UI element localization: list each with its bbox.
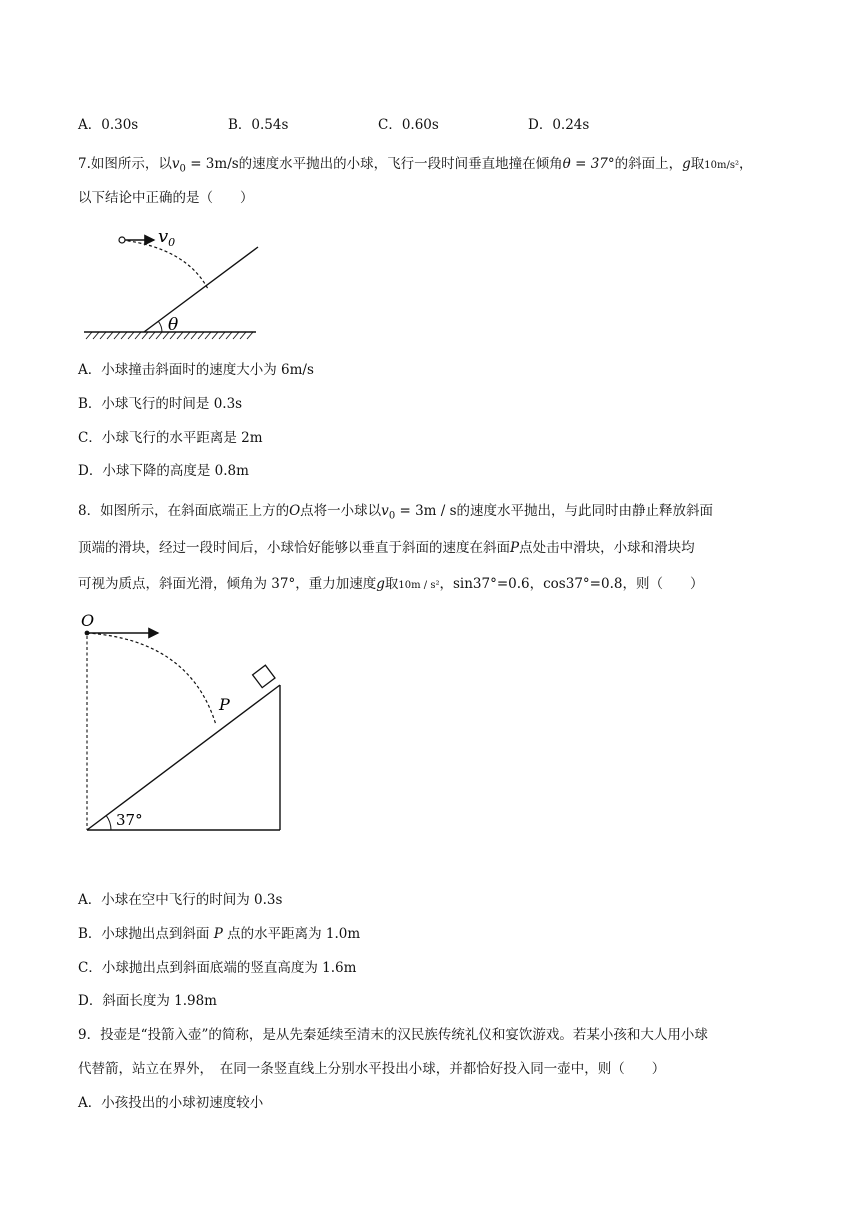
q8-slider-block — [253, 665, 275, 687]
q7-v0-value: = 3m/s — [185, 156, 239, 172]
q7-text: 取 — [690, 156, 705, 172]
q8-option-b-P: P — [213, 926, 223, 942]
q7-stem-line1 — [78, 154, 753, 180]
q6-option-c: C．0.60s — [378, 117, 439, 133]
q8-text: 可视为质点，斜面光滑，倾角为 37°，重力加速度 — [78, 576, 377, 592]
q7-angle-arc — [159, 322, 163, 333]
q8-text: 顶端的滑块，经过一段时间后，小球恰好能够以垂直于斜面的速度在斜面 — [78, 540, 510, 556]
q7-v0-label: $v_0$ — [158, 226, 176, 249]
q8-option-b — [78, 924, 360, 944]
q8-option-b-tail: 点的水平距离为 1.0m — [227, 926, 361, 942]
q8-stem-line3 — [78, 574, 703, 596]
q7-theta-label: θ — [168, 315, 179, 335]
q7-text: 7.如图所示，以 — [78, 156, 172, 172]
q8-incline — [87, 685, 280, 830]
q8-v0-subscript: 0 — [388, 510, 396, 522]
q7-option-a: A．小球撞击斜面时的速度大小为 6m/s — [78, 362, 314, 378]
q8-P-label: P — [219, 695, 230, 714]
q7-ball — [119, 237, 125, 243]
q8-angle-arc — [106, 816, 111, 830]
q8-O-label: O — [81, 611, 95, 630]
q8-text: 点将一小球以 — [300, 503, 382, 519]
q8-trajectory — [87, 633, 216, 725]
q7-option-d: D．小球下降的高度是 0.8m — [78, 463, 249, 479]
q7-g-symbol: g — [682, 156, 691, 172]
q7-option-c: C．小球飞行的水平距离是 2m — [78, 430, 263, 446]
q8-text: 取 — [384, 576, 399, 592]
q7-option-b: B．小球飞行的时间是 0.3s — [78, 396, 243, 412]
q8-g-value: 10m / s² — [398, 580, 440, 591]
q8-figure — [78, 610, 298, 840]
q7-theta-expression: θ = 37° — [562, 156, 615, 172]
q7-trajectory — [122, 240, 208, 289]
q7-v0-subscript: 0 — [179, 163, 186, 175]
q8-text: 的速度水平抛出，与此同时由静止释放斜面 — [456, 503, 714, 519]
q7-text: 的速度水平抛出的小球，飞行一段时间垂直地撞在倾角 — [238, 156, 563, 172]
q8-v0-symbol: v — [381, 503, 389, 519]
q9-stem-line1: 9．投壶是“投箭入壶”的简称，是从先秦延续至清末的汉民族传统礼仪和宴饮游戏。若某小孩和大人用小球 — [78, 1027, 708, 1043]
q8-option-c: C．小球抛出点到斜面底端的竖直高度为 1.6m — [78, 960, 357, 976]
q8-option-a: A．小球在空中飞行的时间为 0.3s — [78, 892, 283, 908]
q9-stem-line2: 代替箭，站立在界外， 在同一条竖直线上分别水平投出小球，并都恰好投入同一壶中，则（ ） — [78, 1061, 666, 1077]
q6-option-b: B．0.54s — [228, 117, 289, 133]
q7-stem-line2: 以下结论中正确的是（ ） — [78, 190, 254, 206]
q7-incline — [144, 247, 258, 332]
q8-text: ，sin37°=0.6，cos37°=0.8，则（ ） — [439, 576, 704, 592]
q6-option-a: A．0.30s — [78, 117, 139, 133]
q7-g-value: 10m/s² — [704, 160, 739, 171]
q6-options — [78, 113, 638, 133]
q7-figure — [78, 222, 268, 344]
q7-text: ， — [739, 156, 753, 172]
q7-text: 的斜面上， — [614, 156, 683, 172]
q8-g-symbol: g — [376, 576, 385, 592]
q8-v0-value: = 3m / s — [395, 503, 457, 519]
q7-v0-symbol: v — [171, 156, 180, 172]
q8-text: 点处击中滑块，小球和滑块均 — [519, 540, 695, 556]
q8-stem-line2 — [78, 538, 695, 558]
q8-option-b-text: B．小球抛出点到斜面 — [78, 926, 210, 942]
q8-text: 8．如图所示，在斜面底端正上方的 — [78, 503, 290, 519]
q8-P-symbol: P — [510, 540, 520, 556]
q8-stem-line1 — [78, 501, 713, 527]
q6-option-d: D．0.24s — [528, 117, 590, 133]
q9-option-a: A．小孩投出的小球初速度较小 — [78, 1095, 264, 1111]
q8-angle-label: 37° — [116, 811, 143, 829]
q8-option-d: D．斜面长度为 1.98m — [78, 993, 217, 1009]
q8-O-symbol: O — [289, 503, 301, 519]
